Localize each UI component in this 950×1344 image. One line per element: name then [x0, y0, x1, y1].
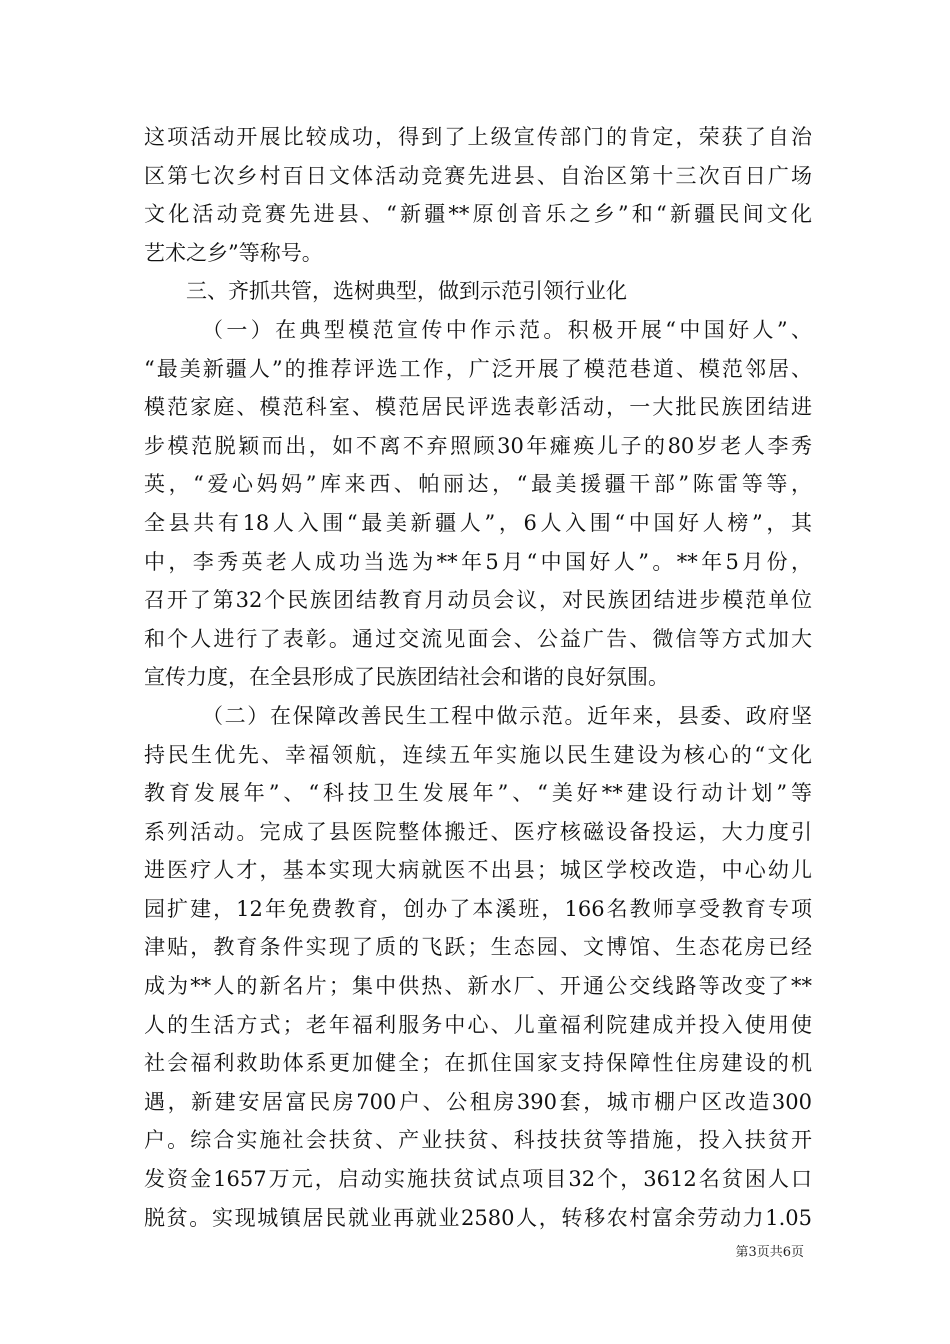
page-number-footer: 第3页共6页 — [735, 1245, 804, 1260]
paragraph-4 — [144, 697, 812, 1237]
text-line: 人的生活方式；老年福利服务中心、儿童福利院建成并投入使用使 — [144, 1012, 812, 1037]
text-line: 中，李秀英老人成功当选为**年5月“中国好人”。**年5月份， — [144, 549, 812, 574]
text-line: 系列活动。完成了县医院整体搬迁、医疗核磁设备投运，大力度引 — [144, 819, 812, 844]
text-line: “最美新疆人”的推荐评选工作，广泛开展了模范巷道、模范邻居、 — [144, 356, 812, 381]
text-line: 发资金1657万元，启动实施扶贫试点项目32个，3612名贫困人口 — [144, 1167, 812, 1192]
text-line: 园扩建，12年免费教育，创办了本溪班，166名教师享受教育专项 — [144, 896, 812, 921]
section-heading — [144, 272, 812, 311]
text-line: 户。综合实施社会扶贫、产业扶贫、科技扶贫等措施，投入扶贫开 — [144, 1128, 812, 1153]
text-line: 和个人进行了表彰。通过交流见面会、公益广告、微信等方式加大 — [144, 626, 812, 651]
text-line: 区第七次乡村百日文体活动竞赛先进县、自治区第十三次百日广场 — [144, 163, 812, 188]
text-line: 宣传力度，在全县形成了民族团结社会和谐的良好氛围。 — [144, 665, 669, 690]
section-heading-text: 三、齐抓共管，选树典型，做到示范引领行业化 — [186, 279, 627, 304]
text-line: 步模范脱颖而出，如不离不弃照顾30年瘫痪儿子的80岁老人李秀 — [144, 433, 812, 458]
text-line: 召开了第32个民族团结教育月动员会议，对民族团结进步模范单位 — [144, 588, 812, 613]
text-line: 社会福利救助体系更加健全；在抓住国家支持保障性住房建设的机 — [144, 1051, 812, 1076]
text-line: 遇，新建安居富民房700户、公租房390套，城市棚户区改造300 — [144, 1089, 812, 1114]
text-line: 文化活动竞赛先进县、“新疆**原创音乐之乡”和“新疆民间文化 — [144, 202, 812, 227]
text-line: 全县共有18人入围“最美新疆人”，6人入围“中国好人榜”，其 — [144, 510, 812, 535]
paragraph-3 — [144, 311, 812, 697]
document-body — [144, 118, 812, 1237]
text-line: 津贴，教育条件实现了质的飞跃；生态园、文博馆、生态花房已经 — [144, 935, 812, 960]
text-line: 教育发展年”、“科技卫生发展年”、“美好**建设行动计划”等 — [144, 781, 812, 806]
text-line: 这项活动开展比较成功，得到了上级宣传部门的肯定，荣获了自治 — [144, 125, 812, 149]
text-line: 进医疗人才，基本实现大病就医不出县；城区学校改造，中心幼儿 — [144, 858, 812, 883]
text-line: 英，“爱心妈妈”库来西、帕丽达，“最美援疆干部”陈雷等等， — [144, 472, 812, 497]
text-line: 艺术之乡”等称号。 — [144, 240, 323, 265]
text-line: 模范家庭、模范科室、模范居民评选表彰活动，一大批民族团结进 — [144, 395, 812, 420]
paragraph-1 — [144, 118, 812, 272]
text-line: （二）在保障改善民生工程中做示范。近年来，县委、政府坚 — [202, 703, 812, 728]
text-line: 持民生优先、幸福领航，连续五年实施以民生建设为核心的“文化 — [144, 742, 812, 767]
text-line: 成为**人的新名片；集中供热、新水厂、开通公交线路等改变了** — [144, 974, 812, 999]
text-line: 脱贫。实现城镇居民就业再就业2580人，转移农村富余劳动力1.05 — [144, 1205, 812, 1230]
text-line: （一）在典型模范宣传中作示范。积极开展“中国好人”、 — [202, 317, 812, 342]
